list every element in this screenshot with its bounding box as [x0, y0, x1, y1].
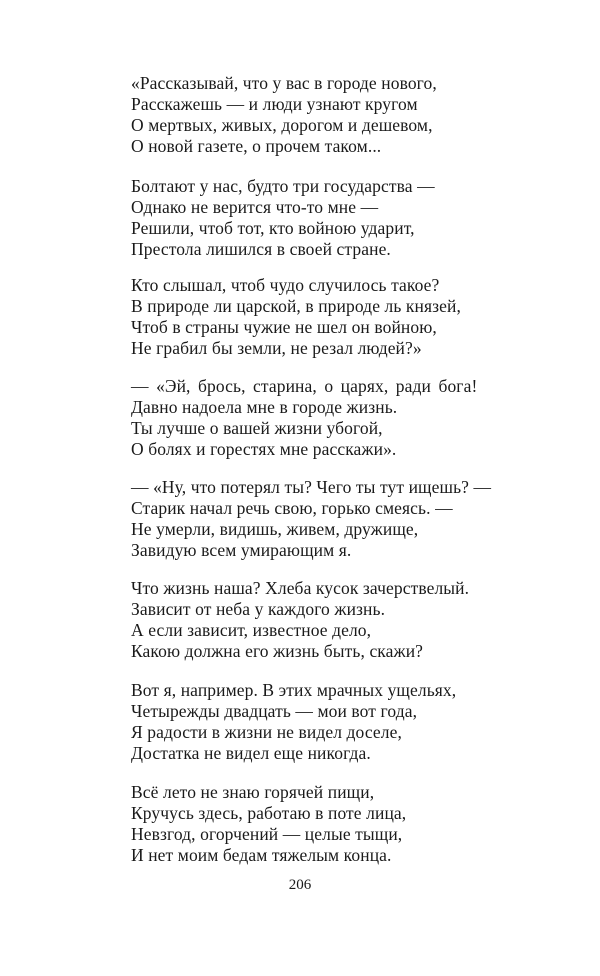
verse-line: Престола лишился в своей стране.: [131, 239, 391, 259]
verse-line: О мертвых, живых, дорогом и дешевом,: [131, 115, 433, 135]
stanza-7: [131, 680, 561, 764]
stanza-6: [131, 578, 561, 662]
verse-line: Достатка не видел еще никогда.: [131, 743, 371, 763]
verse-line: В природе ли царской, в природе ль князей,: [131, 296, 461, 316]
verse-line: Старик начал речь свою, горько смеясь. —: [131, 498, 453, 518]
verse-line: О новой газете, о прочем таком...: [131, 136, 382, 156]
verse-line: Что жизнь наша? Хлеба кусок зачерствелый.: [131, 578, 470, 598]
verse-line: Зависит от неба у каждого жизнь.: [131, 599, 386, 619]
verse-line: Расскажешь — и люди узнают кругом: [131, 94, 418, 114]
verse-line: Кручусь здесь, работаю в поте лица,: [131, 803, 407, 823]
verse-line: Вот я, например. В этих мрачных ущельях,: [131, 680, 457, 700]
stanza-5: [131, 477, 561, 561]
verse-line: Не умерли, видишь, живем, дружище,: [131, 519, 419, 539]
verse-line: Чтоб в страны чужие не шел он войною,: [131, 317, 437, 337]
verse-line: Решили, чтоб тот, кто войною ударит,: [131, 218, 415, 238]
stanza-8: [131, 782, 561, 866]
verse-line: — «Ну, что потерял ты? Чего ты тут ищешь? —: [131, 477, 492, 497]
verse-line: Давно надоела мне в городе жизнь.: [131, 397, 398, 417]
verse-line: Я радости в жизни не видел доселе,: [131, 722, 402, 742]
verse-line: Какою должна его жизнь быть, скажи?: [131, 641, 424, 661]
verse-line: Всё лето не знаю горячей пищи,: [131, 782, 375, 802]
verse-line: О болях и горестях мне расскажи».: [131, 439, 397, 459]
verse-line: Ты лучше о вашей жизни убогой,: [131, 418, 383, 438]
verse-line: И нет моим бедам тяжелым конца.: [131, 845, 392, 865]
verse-line: Четырежды двадцать — мои вот года,: [131, 701, 418, 721]
stanza-4: [131, 376, 561, 460]
verse-line: А если зависит, известное дело,: [131, 620, 372, 640]
stanza-2: [131, 176, 561, 260]
page-number: 206: [288, 877, 312, 893]
stanza-3: [131, 275, 561, 359]
verse-line: Болтают у нас, будто три государства —: [131, 176, 435, 196]
verse-line: Не грабил бы земли, не резал людей?»: [131, 338, 422, 358]
verse-line: Однако не верится что-то мне —: [131, 197, 379, 217]
stanza-1: [131, 73, 561, 157]
verse-line: Невзгод, огорчений — целые тыщи,: [131, 824, 403, 844]
verse-line: Завидую всем умирающим я.: [131, 540, 352, 560]
verse-line: — «Эй, брось, старина, о царях, ради бога!: [131, 376, 478, 396]
verse-line: «Рассказывай, что у вас в городе нового,: [131, 73, 437, 93]
verse-line: Кто слышал, чтоб чудо случилось такое?: [131, 275, 440, 295]
